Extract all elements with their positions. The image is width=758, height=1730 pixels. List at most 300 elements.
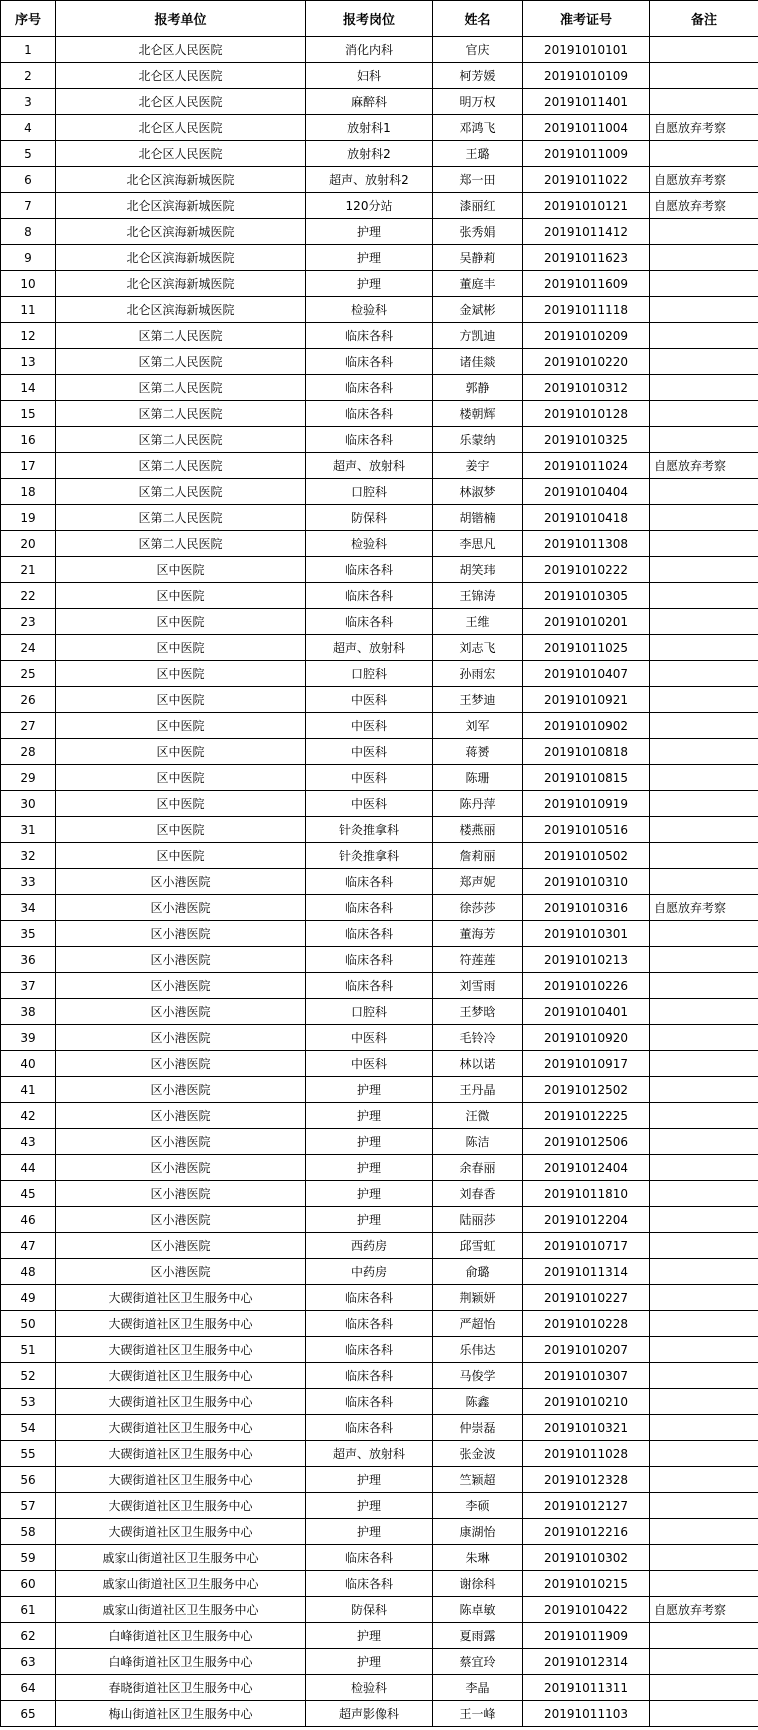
table-row [1, 1129, 758, 1155]
cell-ticket: 20191010502 [523, 843, 650, 869]
cell-name: 荆颖妍 [433, 1285, 523, 1311]
table-row [1, 401, 758, 427]
cell-ticket: 20191010920 [523, 1025, 650, 1051]
cell-unit: 区中医院 [56, 713, 306, 739]
table-row [1, 1207, 758, 1233]
cell-note [650, 1363, 758, 1389]
cell-name: 蒋赟 [433, 739, 523, 765]
cell-unit: 区小港医院 [56, 973, 306, 999]
table-row [1, 843, 758, 869]
cell-note [650, 1675, 758, 1701]
cell-ticket: 20191011311 [523, 1675, 650, 1701]
cell-note [650, 1233, 758, 1259]
cell-name: 陈卓敏 [433, 1597, 523, 1623]
cell-post: 检验科 [306, 297, 433, 323]
cell-note: 自愿放弃考察 [650, 1597, 758, 1623]
cell-ticket: 20191012314 [523, 1649, 650, 1675]
cell-ticket: 20191010109 [523, 63, 650, 89]
table-row [1, 1571, 758, 1597]
cell-ticket: 20191010226 [523, 973, 650, 999]
cell-note [650, 921, 758, 947]
cell-no: 64 [1, 1675, 56, 1701]
cell-post: 护理 [306, 1207, 433, 1233]
cell-post: 消化内科 [306, 37, 433, 63]
cell-ticket: 20191011025 [523, 635, 650, 661]
cell-unit: 区小港医院 [56, 1181, 306, 1207]
cell-ticket: 20191010422 [523, 1597, 650, 1623]
cell-ticket: 20191010207 [523, 1337, 650, 1363]
cell-no: 11 [1, 297, 56, 323]
cell-no: 53 [1, 1389, 56, 1415]
cell-ticket: 20191010228 [523, 1311, 650, 1337]
cell-unit: 区小港医院 [56, 1077, 306, 1103]
table-row [1, 505, 758, 531]
cell-name: 郑一田 [433, 167, 523, 193]
cell-ticket: 20191010321 [523, 1415, 650, 1441]
table-row [1, 1077, 758, 1103]
cell-note [650, 687, 758, 713]
cell-unit: 区中医院 [56, 739, 306, 765]
cell-post: 超声影像科 [306, 1701, 433, 1727]
cell-name: 竺颖超 [433, 1467, 523, 1493]
table-row [1, 1103, 758, 1129]
cell-post: 临床各科 [306, 557, 433, 583]
cell-post: 针灸推拿科 [306, 817, 433, 843]
cell-post: 临床各科 [306, 583, 433, 609]
cell-no: 21 [1, 557, 56, 583]
cell-no: 32 [1, 843, 56, 869]
cell-name: 陆丽莎 [433, 1207, 523, 1233]
cell-post: 临床各科 [306, 921, 433, 947]
cell-no: 45 [1, 1181, 56, 1207]
cell-no: 8 [1, 219, 56, 245]
cell-post: 检验科 [306, 1675, 433, 1701]
table-row [1, 1675, 758, 1701]
cell-unit: 区中医院 [56, 609, 306, 635]
table-row [1, 1701, 758, 1727]
cell-no: 13 [1, 349, 56, 375]
cell-name: 楼燕丽 [433, 817, 523, 843]
table-row [1, 609, 758, 635]
cell-no: 18 [1, 479, 56, 505]
cell-no: 27 [1, 713, 56, 739]
cell-ticket: 20191012506 [523, 1129, 650, 1155]
cell-unit: 区第二人民医院 [56, 453, 306, 479]
cell-post: 中医科 [306, 765, 433, 791]
cell-name: 王一峰 [433, 1701, 523, 1727]
cell-unit: 区中医院 [56, 687, 306, 713]
cell-unit: 区中医院 [56, 583, 306, 609]
cell-no: 41 [1, 1077, 56, 1103]
cell-name: 孙雨宏 [433, 661, 523, 687]
cell-no: 10 [1, 271, 56, 297]
cell-ticket: 20191010305 [523, 583, 650, 609]
table-row [1, 1415, 758, 1441]
table-row [1, 921, 758, 947]
cell-name: 王丹晶 [433, 1077, 523, 1103]
cell-no: 12 [1, 323, 56, 349]
cell-ticket: 20191011401 [523, 89, 650, 115]
cell-ticket: 20191010917 [523, 1051, 650, 1077]
cell-post: 中医科 [306, 713, 433, 739]
cell-ticket: 20191011004 [523, 115, 650, 141]
cell-unit: 区第二人民医院 [56, 505, 306, 531]
table-row [1, 739, 758, 765]
cell-name: 陈洁 [433, 1129, 523, 1155]
cell-ticket: 20191010222 [523, 557, 650, 583]
cell-name: 郑声妮 [433, 869, 523, 895]
cell-post: 护理 [306, 219, 433, 245]
cell-name: 陈鑫 [433, 1389, 523, 1415]
table-row [1, 999, 758, 1025]
cell-unit: 区第二人民医院 [56, 323, 306, 349]
cell-note: 自愿放弃考察 [650, 895, 758, 921]
table-row [1, 1025, 758, 1051]
cell-note [650, 843, 758, 869]
cell-note [650, 505, 758, 531]
cell-note [650, 1181, 758, 1207]
cell-note [650, 323, 758, 349]
table-header [1, 1, 758, 37]
cell-ticket: 20191010815 [523, 765, 650, 791]
cell-note [650, 1129, 758, 1155]
cell-unit: 区小港医院 [56, 1129, 306, 1155]
cell-name: 刘志飞 [433, 635, 523, 661]
cell-no: 33 [1, 869, 56, 895]
cell-unit: 区第二人民医院 [56, 427, 306, 453]
cell-post: 护理 [306, 1623, 433, 1649]
cell-no: 22 [1, 583, 56, 609]
cell-ticket: 20191010215 [523, 1571, 650, 1597]
cell-post: 临床各科 [306, 401, 433, 427]
cell-post: 护理 [306, 1077, 433, 1103]
cell-no: 2 [1, 63, 56, 89]
cell-unit: 大碶街道社区卫生服务中心 [56, 1337, 306, 1363]
cell-note [650, 973, 758, 999]
cell-no: 34 [1, 895, 56, 921]
cell-unit: 北仑区滨海新城医院 [56, 245, 306, 271]
cell-no: 9 [1, 245, 56, 271]
cell-ticket: 20191011024 [523, 453, 650, 479]
cell-unit: 大碶街道社区卫生服务中心 [56, 1519, 306, 1545]
cell-post: 临床各科 [306, 427, 433, 453]
cell-unit: 区中医院 [56, 661, 306, 687]
cell-no: 65 [1, 1701, 56, 1727]
cell-post: 防保科 [306, 1597, 433, 1623]
cell-post: 超声、放射科 [306, 453, 433, 479]
cell-name: 詹莉丽 [433, 843, 523, 869]
cell-unit: 区第二人民医院 [56, 531, 306, 557]
cell-note [650, 1155, 758, 1181]
cell-no: 39 [1, 1025, 56, 1051]
cell-ticket: 20191010301 [523, 921, 650, 947]
cell-note [650, 1441, 758, 1467]
cell-name: 乐蒙纳 [433, 427, 523, 453]
cell-name: 邱雪虹 [433, 1233, 523, 1259]
cell-post: 针灸推拿科 [306, 843, 433, 869]
cell-post: 中医科 [306, 687, 433, 713]
cell-name: 夏雨露 [433, 1623, 523, 1649]
cell-ticket: 20191011623 [523, 245, 650, 271]
cell-note [650, 1259, 758, 1285]
cell-unit: 北仑区人民医院 [56, 141, 306, 167]
cell-no: 19 [1, 505, 56, 531]
cell-unit: 北仑区人民医院 [56, 37, 306, 63]
cell-unit: 区第二人民医院 [56, 479, 306, 505]
cell-ticket: 20191011308 [523, 531, 650, 557]
cell-unit: 北仑区人民医院 [56, 89, 306, 115]
cell-unit: 白峰街道社区卫生服务中心 [56, 1649, 306, 1675]
cell-ticket: 20191010227 [523, 1285, 650, 1311]
cell-unit: 北仑区人民医院 [56, 115, 306, 141]
cell-name: 马俊学 [433, 1363, 523, 1389]
cell-post: 临床各科 [306, 895, 433, 921]
cell-name: 漆丽红 [433, 193, 523, 219]
cell-post: 护理 [306, 1467, 433, 1493]
cell-name: 毛铃冷 [433, 1025, 523, 1051]
cell-ticket: 20191010201 [523, 609, 650, 635]
cell-post: 放射科1 [306, 115, 433, 141]
table-row [1, 713, 758, 739]
cell-unit: 区中医院 [56, 791, 306, 817]
cell-name: 朱琳 [433, 1545, 523, 1571]
cell-note [650, 401, 758, 427]
table-row [1, 583, 758, 609]
cell-ticket: 20191011909 [523, 1623, 650, 1649]
cell-no: 52 [1, 1363, 56, 1389]
cell-note [650, 1623, 758, 1649]
cell-note [650, 869, 758, 895]
cell-unit: 大碶街道社区卫生服务中心 [56, 1467, 306, 1493]
cell-note [650, 1337, 758, 1363]
cell-no: 35 [1, 921, 56, 947]
cell-note [650, 1519, 758, 1545]
table-row [1, 1337, 758, 1363]
cell-ticket: 20191011009 [523, 141, 650, 167]
cell-name: 康湖怡 [433, 1519, 523, 1545]
cell-ticket: 20191012328 [523, 1467, 650, 1493]
cell-note [650, 141, 758, 167]
table-row [1, 817, 758, 843]
table-row [1, 1545, 758, 1571]
cell-post: 护理 [306, 1649, 433, 1675]
cell-post: 临床各科 [306, 1285, 433, 1311]
cell-unit: 戚家山街道社区卫生服务中心 [56, 1571, 306, 1597]
cell-no: 49 [1, 1285, 56, 1311]
cell-name: 王梦晗 [433, 999, 523, 1025]
cell-post: 护理 [306, 1103, 433, 1129]
cell-note [650, 375, 758, 401]
cell-unit: 区第二人民医院 [56, 375, 306, 401]
cell-ticket: 20191010312 [523, 375, 650, 401]
table-row [1, 1051, 758, 1077]
cell-unit: 春晓街道社区卫生服务中心 [56, 1675, 306, 1701]
cell-unit: 区中医院 [56, 557, 306, 583]
table-row [1, 765, 758, 791]
cell-unit: 区第二人民医院 [56, 349, 306, 375]
table-row [1, 1389, 758, 1415]
table-row [1, 661, 758, 687]
cell-no: 48 [1, 1259, 56, 1285]
cell-no: 1 [1, 37, 56, 63]
header-row [1, 1, 758, 37]
cell-post: 口腔科 [306, 479, 433, 505]
cell-no: 57 [1, 1493, 56, 1519]
cell-note [650, 63, 758, 89]
cell-note: 自愿放弃考察 [650, 115, 758, 141]
table-row [1, 1441, 758, 1467]
cell-no: 62 [1, 1623, 56, 1649]
cell-ticket: 20191010209 [523, 323, 650, 349]
cell-ticket: 20191011022 [523, 167, 650, 193]
cell-note [650, 219, 758, 245]
cell-ticket: 20191010516 [523, 817, 650, 843]
cell-post: 中医科 [306, 1051, 433, 1077]
cell-no: 56 [1, 1467, 56, 1493]
cell-note [650, 583, 758, 609]
table-row [1, 791, 758, 817]
cell-note [650, 999, 758, 1025]
cell-post: 护理 [306, 1493, 433, 1519]
cell-no: 61 [1, 1597, 56, 1623]
cell-no: 4 [1, 115, 56, 141]
cell-name: 李思凡 [433, 531, 523, 557]
cell-note [650, 791, 758, 817]
cell-post: 临床各科 [306, 1311, 433, 1337]
cell-ticket: 20191010213 [523, 947, 650, 973]
cell-ticket: 20191010310 [523, 869, 650, 895]
cell-ticket: 20191010902 [523, 713, 650, 739]
cell-post: 护理 [306, 1129, 433, 1155]
cell-unit: 区小港医院 [56, 1103, 306, 1129]
cell-note [650, 1051, 758, 1077]
cell-name: 胡笑玮 [433, 557, 523, 583]
cell-post: 护理 [306, 1519, 433, 1545]
cell-name: 吴静莉 [433, 245, 523, 271]
cell-unit: 区中医院 [56, 635, 306, 661]
cell-no: 14 [1, 375, 56, 401]
table-row [1, 687, 758, 713]
table-row [1, 1493, 758, 1519]
cell-unit: 区小港医院 [56, 999, 306, 1025]
table-row [1, 1597, 758, 1623]
cell-note: 自愿放弃考察 [650, 453, 758, 479]
table-body [1, 37, 758, 1727]
cell-ticket: 20191010128 [523, 401, 650, 427]
table-row [1, 1519, 758, 1545]
cell-ticket: 20191011118 [523, 297, 650, 323]
cell-unit: 戚家山街道社区卫生服务中心 [56, 1545, 306, 1571]
cell-note [650, 245, 758, 271]
cell-no: 44 [1, 1155, 56, 1181]
table-row [1, 453, 758, 479]
cell-ticket: 20191010401 [523, 999, 650, 1025]
cell-no: 55 [1, 1441, 56, 1467]
cell-post: 临床各科 [306, 375, 433, 401]
cell-unit: 区小港医院 [56, 869, 306, 895]
cell-name: 乐伟达 [433, 1337, 523, 1363]
cell-no: 60 [1, 1571, 56, 1597]
header-name: 姓名 [433, 1, 523, 37]
cell-name: 陈丹萍 [433, 791, 523, 817]
cell-ticket: 20191011609 [523, 271, 650, 297]
cell-post: 临床各科 [306, 1337, 433, 1363]
cell-unit: 区小港医院 [56, 1259, 306, 1285]
cell-no: 25 [1, 661, 56, 687]
cell-ticket: 20191011412 [523, 219, 650, 245]
cell-note [650, 1701, 758, 1727]
cell-unit: 区中医院 [56, 765, 306, 791]
cell-ticket: 20191011810 [523, 1181, 650, 1207]
cell-note [650, 531, 758, 557]
cell-name: 林淑梦 [433, 479, 523, 505]
cell-name: 方凯迪 [433, 323, 523, 349]
cell-name: 王璐 [433, 141, 523, 167]
cell-note [650, 1285, 758, 1311]
cell-unit: 北仑区滨海新城医院 [56, 219, 306, 245]
cell-note [650, 1415, 758, 1441]
cell-ticket: 20191010407 [523, 661, 650, 687]
cell-unit: 区小港医院 [56, 921, 306, 947]
cell-name: 李硕 [433, 1493, 523, 1519]
cell-name: 蔡宜玲 [433, 1649, 523, 1675]
cell-ticket: 20191010418 [523, 505, 650, 531]
cell-note: 自愿放弃考察 [650, 167, 758, 193]
cell-note [650, 635, 758, 661]
table-row [1, 1311, 758, 1337]
cell-ticket: 20191012404 [523, 1155, 650, 1181]
cell-post: 检验科 [306, 531, 433, 557]
cell-post: 临床各科 [306, 1389, 433, 1415]
cell-post: 临床各科 [306, 869, 433, 895]
cell-no: 58 [1, 1519, 56, 1545]
cell-ticket: 20191011314 [523, 1259, 650, 1285]
table-row [1, 219, 758, 245]
cell-ticket: 20191010220 [523, 349, 650, 375]
cell-note: 自愿放弃考察 [650, 193, 758, 219]
cell-post: 防保科 [306, 505, 433, 531]
cell-note [650, 1649, 758, 1675]
table-row [1, 141, 758, 167]
cell-post: 麻醉科 [306, 89, 433, 115]
table-row [1, 115, 758, 141]
table-row [1, 635, 758, 661]
cell-name: 刘军 [433, 713, 523, 739]
header-ticket: 准考证号 [523, 1, 650, 37]
cell-no: 17 [1, 453, 56, 479]
cell-ticket: 20191010316 [523, 895, 650, 921]
cell-name: 明万权 [433, 89, 523, 115]
table-row [1, 895, 758, 921]
cell-no: 16 [1, 427, 56, 453]
table-row [1, 245, 758, 271]
cell-no: 7 [1, 193, 56, 219]
cell-note [650, 1545, 758, 1571]
cell-name: 余春丽 [433, 1155, 523, 1181]
table-row [1, 89, 758, 115]
cell-unit: 区第二人民医院 [56, 401, 306, 427]
cell-post: 中医科 [306, 791, 433, 817]
cell-unit: 大碶街道社区卫生服务中心 [56, 1441, 306, 1467]
cell-no: 15 [1, 401, 56, 427]
cell-ticket: 20191010210 [523, 1389, 650, 1415]
cell-post: 超声、放射科2 [306, 167, 433, 193]
cell-unit: 区小港医院 [56, 1051, 306, 1077]
cell-unit: 区小港医院 [56, 1207, 306, 1233]
table-row [1, 1467, 758, 1493]
table-row [1, 37, 758, 63]
table-row [1, 193, 758, 219]
